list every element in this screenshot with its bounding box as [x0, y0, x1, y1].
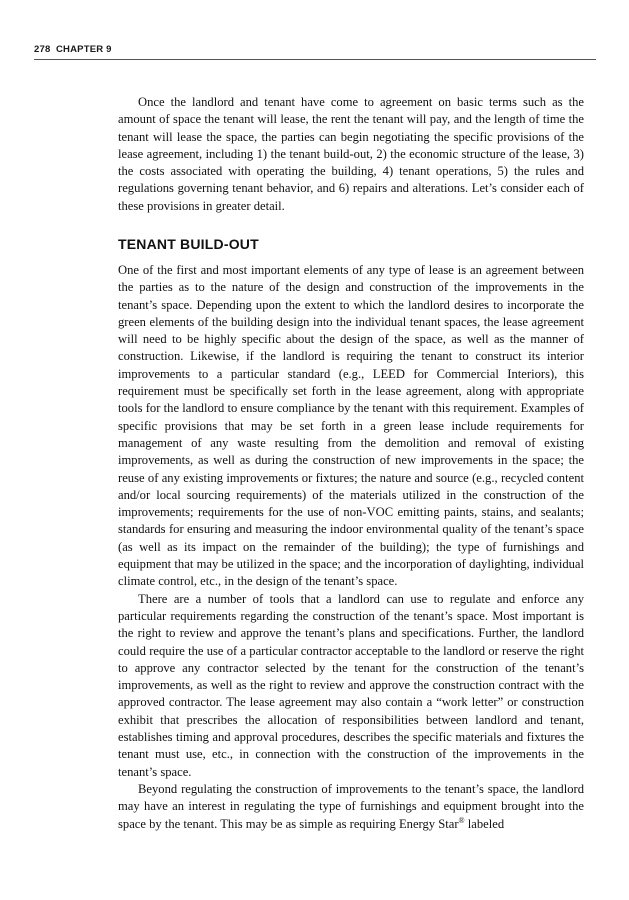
chapter-label: CHAPTER 9: [56, 44, 112, 55]
intro-paragraph: Once the landlord and tenant have come to agreement on basic terms such as the amount of space the tenant will lease, the rent the tenant will pay, and the length of time the tenant will lease the space, the parties can begin negotiating the specific provisions of the lease agreement, including 1) the tenant build-out, 2) the economic structure of the lease, 3) the costs associated with operating the building, 4) tenant operations, 5) the rules and regulations governing tenant behavior, and 6) repairs and alterations. Let’s consider each of these provisions in greater detail.: [118, 95, 584, 213]
body-paragraph-3: [118, 781, 584, 833]
paragraph-3-text: Beyond regulating the construction of improvements to the tenant’s space, the landlord may have an interest in regulating the type of furnishings and equipment brought into the space by the tenant. This may be as simple as requiring Energy Star: [118, 781, 584, 831]
section-body: [118, 262, 584, 833]
paragraph-3-tail: labeled: [464, 816, 505, 831]
body-paragraph-2: There are a number of tools that a landlord can use to regulate and enforce any particular requirements regarding the construction of the tenant’s space. Most important is the right to review and approve the tenant’s plans and specifications. Further, the landlord could require the use of a particular contractor acceptable to the landlord or reserve the right to approve any contractor selected by the tenant for the construction of the tenant’s improvements, as well as the right to review and approve the construction contract with the approved contractor. The lease agreement may also contain a “work letter” or construction exhibit that prescribes the allocation of responsibilities between landlord and tenant, establishes timing and approval procedures, describes the specific materials and fixtures the tenant must use, etc., in connection with the construction of the improvements in the tenant’s space.: [118, 591, 584, 779]
section-heading: TENANT BUILD-OUT: [118, 236, 259, 252]
intro-block: [118, 94, 584, 215]
body-paragraph-1: One of the first and most important elements of any type of lease is an agreement between the parties as to the nature of the design and construction of the improvements in the tenant’s space. Depending upon the extent to which the landlord desires to incorporate the green elements of the building design into the individual tenant spaces, the lease agreement will need to be highly specific about the design of the space, as well as the manner of construction. Likewise, if the landlord is requiring the tenant to construct its interior improvements to a particular standard (e.g., LEED for Commercial Interiors), this requirement must be specifically set forth in the lease agreement, along with appropriate tools for the landlord to ensure compliance by the tenant with this requirement. Examples of specific provisions that may be set forth in a green lease include requirements for management of any waste resulting from the demolition and removal of existing improvements, as well as during the construction of new improvements in the space; the reuse of any existing improvements or fixtures; the nature and source (e.g., recycled content and/or local sourcing requirements) of the materials utilized in the construction of the improvements; requirements for the use of non-VOC emitting paints, stains, and sealants; standards for ensuring and measuring the indoor environmental quality of the tenant’s space (as well as its impact on the remainder of the building); the type of furnishings and equipment that may be utilized in the space; and the incorporation of daylighting, individual climate control, etc., in the design of the tenant’s space.: [118, 263, 584, 589]
registered-mark: ®: [458, 815, 465, 825]
page-number: 278: [34, 44, 51, 55]
header-rule: [34, 59, 596, 60]
